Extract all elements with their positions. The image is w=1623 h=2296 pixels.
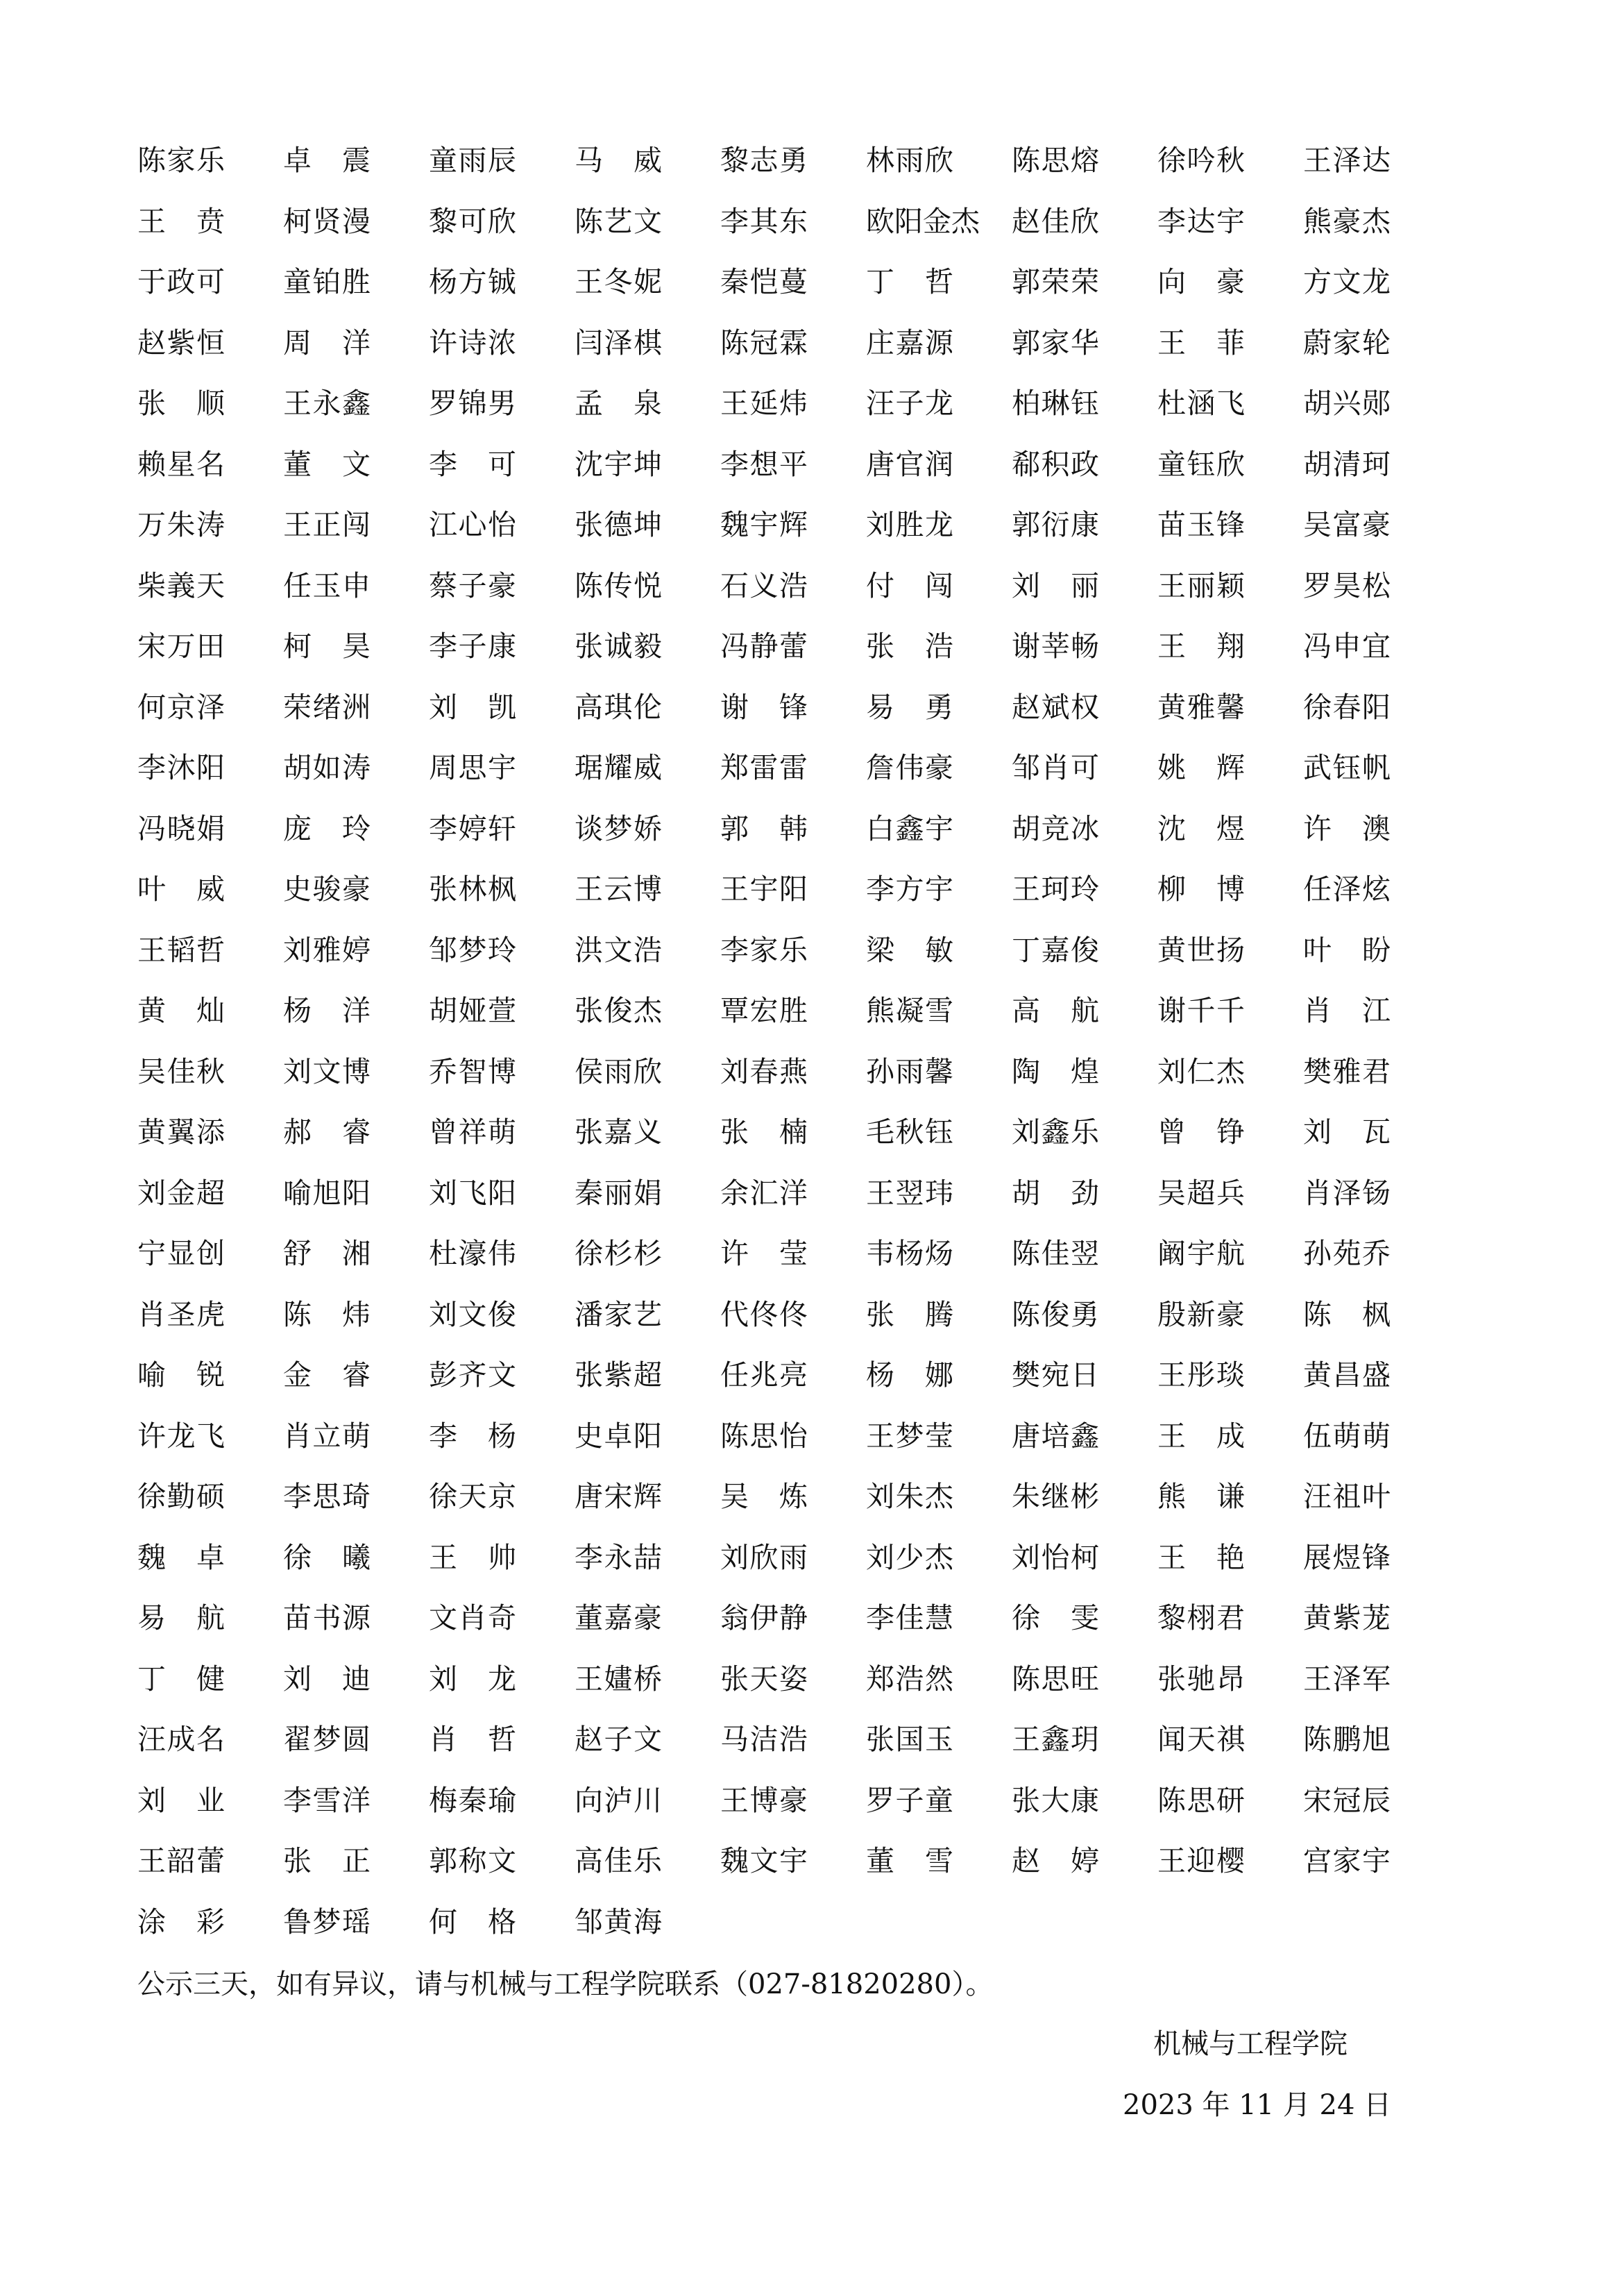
name-entry: 任泽炫 <box>1303 872 1391 906</box>
name-entry: 冯申宜 <box>1303 630 1391 663</box>
name-entry: 涂 彩 <box>137 1905 225 1939</box>
name-entry: 宋冠辰 <box>1303 1783 1391 1817</box>
name-entry: 赖星名 <box>137 447 225 481</box>
name-entry: 马洁浩 <box>720 1723 808 1756</box>
name-entry: 庄嘉源 <box>866 326 953 360</box>
name-entry: 刘文俊 <box>429 1297 516 1331</box>
name-entry: 黎栩君 <box>1157 1601 1245 1635</box>
name-entry: 郭衍康 <box>1012 508 1099 541</box>
name-entry: 张 顺 <box>137 387 225 420</box>
name-entry: 张诚毅 <box>575 630 662 663</box>
name-entry: 吴佳秋 <box>137 1054 225 1088</box>
name-entry: 江心怡 <box>429 508 516 541</box>
name-entry: 李 可 <box>429 447 516 481</box>
name-entry: 宋万田 <box>137 630 225 663</box>
name-entry: 高琪伦 <box>575 690 662 724</box>
name-entry: 刘 龙 <box>429 1662 516 1696</box>
name-entry: 徐杉杉 <box>575 1237 662 1270</box>
name-entry: 柏琳钰 <box>1012 387 1099 420</box>
name-entry: 郭 韩 <box>720 811 808 845</box>
name-entry: 王云博 <box>575 872 662 906</box>
name-entry: 秦恺蔓 <box>720 265 808 298</box>
name-entry: 闫泽棋 <box>575 326 662 360</box>
name-entry: 洪文浩 <box>575 933 662 967</box>
name-entry: 徐春阳 <box>1303 690 1391 724</box>
name-entry: 吴超兵 <box>1157 1176 1245 1210</box>
name-entry: 刘飞阳 <box>429 1176 516 1210</box>
name-entry: 白鑫宇 <box>866 811 953 845</box>
name-entry: 肖圣虎 <box>137 1297 225 1331</box>
name-entry: 罗子童 <box>866 1783 953 1817</box>
name-entry: 张德坤 <box>575 508 662 541</box>
name-entry: 胡如涛 <box>283 751 371 784</box>
name-entry: 赵子文 <box>575 1723 662 1756</box>
name-entry: 任兆亮 <box>720 1358 808 1392</box>
name-entry: 陈思熔 <box>1012 144 1099 177</box>
name-entry: 肖 哲 <box>429 1723 516 1756</box>
name-entry: 易 勇 <box>866 690 953 724</box>
name-entry: 陈思研 <box>1157 1783 1245 1817</box>
name-entry: 舒 湘 <box>283 1237 371 1270</box>
name-entry: 刘少杰 <box>866 1540 953 1574</box>
name-entry: 高佳乐 <box>575 1844 662 1877</box>
name-entry: 秦丽娟 <box>575 1176 662 1210</box>
name-entry: 陈俊勇 <box>1012 1297 1099 1331</box>
name-entry: 高 航 <box>1012 994 1099 1027</box>
name-entry: 郝 睿 <box>283 1115 371 1149</box>
name-entry: 王丽颖 <box>1157 568 1245 602</box>
name-entry: 李其东 <box>720 204 808 238</box>
name-entry: 柯 昊 <box>283 630 371 663</box>
name-entry: 李雪洋 <box>283 1783 371 1817</box>
name-entry: 罗昊松 <box>1303 568 1391 602</box>
name-entry: 魏 卓 <box>137 1540 225 1574</box>
name-entry: 樊宛日 <box>1012 1358 1099 1392</box>
name-entry: 翁伊静 <box>720 1601 808 1635</box>
name-entry: 代佟佟 <box>720 1297 808 1331</box>
name-entry: 李婷轩 <box>429 811 516 845</box>
name-entry: 万朱涛 <box>137 508 225 541</box>
name-entry: 杜涵飞 <box>1157 387 1245 420</box>
name-entry: 乔智博 <box>429 1054 516 1088</box>
name-entry: 付 闯 <box>866 568 953 602</box>
name-entry: 张林枫 <box>429 872 516 906</box>
name-entry: 张天姿 <box>720 1662 808 1696</box>
name-entry: 向 豪 <box>1157 265 1245 298</box>
name-entry: 李想平 <box>720 447 808 481</box>
name-entry: 殷新豪 <box>1157 1297 1245 1331</box>
name-entry: 于政可 <box>137 265 225 298</box>
name-entry: 陈思怡 <box>720 1419 808 1453</box>
name-entry: 曾祥萌 <box>429 1115 516 1149</box>
name-entry: 陈冠霖 <box>720 326 808 360</box>
name-entry: 刘春燕 <box>720 1054 808 1088</box>
name-entry: 何京泽 <box>137 690 225 724</box>
name-entry: 杨方铖 <box>429 265 516 298</box>
name-entry: 金 睿 <box>283 1358 371 1392</box>
name-entry: 卓 震 <box>283 144 371 177</box>
name-entry: 徐 雯 <box>1012 1601 1099 1635</box>
name-entry: 琚耀威 <box>575 751 662 784</box>
name-entry: 刘 迪 <box>283 1662 371 1696</box>
name-entry: 童雨辰 <box>429 144 516 177</box>
name-entry: 覃宏胜 <box>720 994 808 1027</box>
name-entry: 刘文博 <box>283 1054 371 1088</box>
name-entry: 李方宇 <box>866 872 953 906</box>
name-entry: 刘 瓦 <box>1303 1115 1391 1149</box>
name-entry: 王鑫玥 <box>1012 1723 1099 1756</box>
name-entry: 姚 辉 <box>1157 751 1245 784</box>
name-entry: 文肖奇 <box>429 1601 516 1635</box>
name-entry: 谢莘畅 <box>1012 630 1099 663</box>
name-entry: 孟 泉 <box>575 387 662 420</box>
name-entry: 汪子龙 <box>866 387 953 420</box>
name-entry: 张 正 <box>283 1844 371 1877</box>
name-entry: 展煜锋 <box>1303 1540 1391 1574</box>
name-entry: 肖立萌 <box>283 1419 371 1453</box>
name-entry: 王迎樱 <box>1157 1844 1245 1877</box>
issue-date: 2023 年 11 月 24 日 <box>1123 2089 1392 2121</box>
name-entry: 叶 盼 <box>1303 933 1391 967</box>
name-entry: 曾 铮 <box>1157 1115 1245 1149</box>
name-entry: 沈 煜 <box>1157 811 1245 845</box>
name-entry: 余汇洋 <box>720 1176 808 1210</box>
name-entry: 王 菲 <box>1157 326 1245 360</box>
name-entry: 谢 锋 <box>720 690 808 724</box>
name-entry: 苗玉锋 <box>1157 508 1245 541</box>
name-entry: 王延炜 <box>720 387 808 420</box>
name-entry: 叶 威 <box>137 872 225 906</box>
name-entry: 李佳慧 <box>866 1601 953 1635</box>
name-entry: 赵佳欣 <box>1012 204 1099 238</box>
name-entry: 阚宇航 <box>1157 1237 1245 1270</box>
name-entry: 翟梦圆 <box>283 1723 371 1756</box>
name-entry: 詹伟豪 <box>866 751 953 784</box>
name-entry: 郗积政 <box>1012 447 1099 481</box>
name-entry: 许诗浓 <box>429 326 516 360</box>
name-entry: 张国玉 <box>866 1723 953 1756</box>
name-entry: 刘怡柯 <box>1012 1540 1099 1574</box>
name-entry: 王 艳 <box>1157 1540 1245 1574</box>
name-entry: 史骏豪 <box>283 872 371 906</box>
name-entry: 周 洋 <box>283 326 371 360</box>
name-entry: 王彤琰 <box>1157 1358 1245 1392</box>
name-entry: 唐官润 <box>866 447 953 481</box>
name-entry: 郭荣荣 <box>1012 265 1099 298</box>
name-entry: 吴富豪 <box>1303 508 1391 541</box>
name-entry: 徐吟秋 <box>1157 144 1245 177</box>
name-entry: 陈家乐 <box>137 144 225 177</box>
name-entry: 李沐阳 <box>137 751 225 784</box>
name-entry: 张 浩 <box>866 630 953 663</box>
name-entry: 孙雨馨 <box>866 1054 953 1088</box>
name-entry: 罗锦男 <box>429 387 516 420</box>
name-entry: 王 贲 <box>137 204 225 238</box>
name-entry: 李 杨 <box>429 1419 516 1453</box>
name-entry: 童铂胜 <box>283 265 371 298</box>
name-entry: 徐天京 <box>429 1480 516 1513</box>
name-entry: 黄翼添 <box>137 1115 225 1149</box>
name-entry: 胡兴郧 <box>1303 387 1391 420</box>
name-entry: 林雨欣 <box>866 144 953 177</box>
name-entry: 柯贤漫 <box>283 204 371 238</box>
name-entry: 王韬哲 <box>137 933 225 967</box>
name-entry: 蔡子豪 <box>429 568 516 602</box>
name-entry: 杨 洋 <box>283 994 371 1027</box>
name-entry: 王珂玲 <box>1012 872 1099 906</box>
name-entry: 杨 娜 <box>866 1358 953 1392</box>
name-entry: 郑雷雷 <box>720 751 808 784</box>
name-entry: 熊 谦 <box>1157 1480 1245 1513</box>
name-entry: 魏宇辉 <box>720 508 808 541</box>
name-entry: 黄 灿 <box>137 994 225 1027</box>
name-entry: 王嫿桥 <box>575 1662 662 1696</box>
name-entry: 苗书源 <box>283 1601 371 1635</box>
name-entry: 张 楠 <box>720 1115 808 1149</box>
name-entry: 刘胜龙 <box>866 508 953 541</box>
name-entry: 郭家华 <box>1012 326 1099 360</box>
name-entry: 王 翔 <box>1157 630 1245 663</box>
name-entry: 梁 敏 <box>866 933 953 967</box>
name-entry: 荣绪洲 <box>283 690 371 724</box>
name-entry: 何 格 <box>429 1905 516 1939</box>
name-entry: 柳 博 <box>1157 872 1245 906</box>
name-entry: 周思宇 <box>429 751 516 784</box>
name-entry: 唐宋辉 <box>575 1480 662 1513</box>
name-entry: 李思琦 <box>283 1480 371 1513</box>
name-entry: 刘鑫乐 <box>1012 1115 1099 1149</box>
name-entry: 黎志勇 <box>720 144 808 177</box>
name-entry: 李永喆 <box>575 1540 662 1574</box>
name-entry: 王 帅 <box>429 1540 516 1574</box>
name-entry: 汪祖叶 <box>1303 1480 1391 1513</box>
name-entry: 潘家艺 <box>575 1297 662 1331</box>
name-entry: 冯静蕾 <box>720 630 808 663</box>
name-entry: 蔚家轮 <box>1303 326 1391 360</box>
name-entry: 张大康 <box>1012 1783 1099 1817</box>
name-entry: 鲁梦瑶 <box>283 1905 371 1939</box>
name-entry: 沈宇坤 <box>575 447 662 481</box>
name-entry: 宫家宇 <box>1303 1844 1391 1877</box>
name-entry: 王泽达 <box>1303 144 1391 177</box>
name-entry: 王正闯 <box>283 508 371 541</box>
name-entry: 徐勤硕 <box>137 1480 225 1513</box>
name-entry: 欧阳金杰 <box>866 204 980 238</box>
name-list <box>137 143 1449 1965</box>
name-entry: 樊雅君 <box>1303 1054 1391 1088</box>
name-entry: 庞 玲 <box>283 811 371 845</box>
name-entry: 任玉申 <box>283 568 371 602</box>
name-entry: 武钰帆 <box>1303 751 1391 784</box>
name-entry: 梅秦瑜 <box>429 1783 516 1817</box>
name-entry: 陶 煌 <box>1012 1054 1099 1088</box>
name-entry: 胡 劲 <box>1012 1176 1099 1210</box>
name-entry: 陈 炜 <box>283 1297 371 1331</box>
name-entry: 郭称文 <box>429 1844 516 1877</box>
name-entry: 黄雅馨 <box>1157 690 1245 724</box>
name-entry: 陈思旺 <box>1012 1662 1099 1696</box>
name-entry: 魏文宇 <box>720 1844 808 1877</box>
name-entry: 唐培鑫 <box>1012 1419 1099 1453</box>
name-entry: 刘金超 <box>137 1176 225 1210</box>
name-entry: 张嘉义 <box>575 1115 662 1149</box>
name-entry: 喻旭阳 <box>283 1176 371 1210</box>
name-entry: 童钰欣 <box>1157 447 1245 481</box>
name-entry: 许 莹 <box>720 1237 808 1270</box>
name-entry: 刘仁杰 <box>1157 1054 1245 1088</box>
name-entry: 张 腾 <box>866 1297 953 1331</box>
name-entry: 刘 业 <box>137 1783 225 1817</box>
name-entry: 丁 健 <box>137 1662 225 1696</box>
name-entry: 谈梦娇 <box>575 811 662 845</box>
name-entry: 肖泽钖 <box>1303 1176 1391 1210</box>
name-entry: 吴 炼 <box>720 1480 808 1513</box>
name-entry: 张紫超 <box>575 1358 662 1392</box>
name-entry: 王泽军 <box>1303 1662 1391 1696</box>
name-entry: 史卓阳 <box>575 1419 662 1453</box>
name-entry: 向泸川 <box>575 1783 662 1817</box>
name-entry: 闻天祺 <box>1157 1723 1245 1756</box>
name-entry: 谢千千 <box>1157 994 1245 1027</box>
name-entry: 李子康 <box>429 630 516 663</box>
name-entry: 陈佳翌 <box>1012 1237 1099 1270</box>
name-entry: 刘欣雨 <box>720 1540 808 1574</box>
name-entry: 刘 丽 <box>1012 568 1099 602</box>
name-entry: 王翌玮 <box>866 1176 953 1210</box>
name-entry: 刘朱杰 <box>866 1480 953 1513</box>
name-entry: 王韶蕾 <box>137 1844 225 1877</box>
name-entry: 张驰昂 <box>1157 1662 1245 1696</box>
name-entry: 黎可欣 <box>429 204 516 238</box>
name-entry: 韦杨炀 <box>866 1237 953 1270</box>
name-entry: 杜濠伟 <box>429 1237 516 1270</box>
name-entry: 熊凝雪 <box>866 994 953 1027</box>
name-entry: 张俊杰 <box>575 994 662 1027</box>
name-entry: 陈艺文 <box>575 204 662 238</box>
name-entry: 侯雨欣 <box>575 1054 662 1088</box>
name-entry: 董 雪 <box>866 1844 953 1877</box>
name-entry: 刘 凯 <box>429 690 516 724</box>
name-entry: 王博豪 <box>720 1783 808 1817</box>
name-entry: 王宇阳 <box>720 872 808 906</box>
name-entry: 丁嘉俊 <box>1012 933 1099 967</box>
name-entry: 王冬妮 <box>575 265 662 298</box>
name-entry: 彭齐文 <box>429 1358 516 1392</box>
name-entry: 方文龙 <box>1303 265 1391 298</box>
notice-text: 公示三天，如有异议，请与机械与工程学院联系（027-81820280）。 <box>137 1968 994 2000</box>
name-entry: 石义浩 <box>720 568 808 602</box>
name-entry: 宁显创 <box>137 1237 225 1270</box>
name-entry: 毛秋钰 <box>866 1115 953 1149</box>
name-entry: 黄世扬 <box>1157 933 1245 967</box>
name-entry: 刘雅婷 <box>283 933 371 967</box>
name-entry: 朱继彬 <box>1012 1480 1099 1513</box>
name-entry: 邹梦玲 <box>429 933 516 967</box>
name-entry: 胡清珂 <box>1303 447 1391 481</box>
name-entry: 易 航 <box>137 1601 225 1635</box>
name-entry: 邹肖可 <box>1012 751 1099 784</box>
name-entry: 郑浩然 <box>866 1662 953 1696</box>
name-entry: 汪成名 <box>137 1723 225 1756</box>
name-entry: 胡竞冰 <box>1012 811 1099 845</box>
name-entry: 邹黄海 <box>575 1905 662 1939</box>
name-entry: 伍萌萌 <box>1303 1419 1391 1453</box>
name-entry: 黄昌盛 <box>1303 1358 1391 1392</box>
name-entry: 赵 婷 <box>1012 1844 1099 1877</box>
name-entry: 冯晓娟 <box>137 811 225 845</box>
name-entry: 喻 锐 <box>137 1358 225 1392</box>
name-entry: 柴義天 <box>137 568 225 602</box>
name-entry: 孙苑乔 <box>1303 1237 1391 1270</box>
name-entry: 董嘉豪 <box>575 1601 662 1635</box>
name-entry: 王 成 <box>1157 1419 1245 1453</box>
name-entry: 李家乐 <box>720 933 808 967</box>
name-entry: 许龙飞 <box>137 1419 225 1453</box>
name-entry: 赵斌权 <box>1012 690 1099 724</box>
name-entry: 马 威 <box>575 144 662 177</box>
issuer-name: 机械与工程学院 <box>1153 2028 1348 2060</box>
name-entry: 王永鑫 <box>283 387 371 420</box>
name-entry: 熊豪杰 <box>1303 204 1391 238</box>
name-entry: 黄紫茏 <box>1303 1601 1391 1635</box>
name-entry: 丁 哲 <box>866 265 953 298</box>
name-entry: 徐 曦 <box>283 1540 371 1574</box>
name-entry: 陈 枫 <box>1303 1297 1391 1331</box>
name-entry: 王梦莹 <box>866 1419 953 1453</box>
name-entry: 许 澳 <box>1303 811 1391 845</box>
name-entry: 赵紫恒 <box>137 326 225 360</box>
name-entry: 胡娅萱 <box>429 994 516 1027</box>
name-entry: 陈鹏旭 <box>1303 1723 1391 1756</box>
name-entry: 董 文 <box>283 447 371 481</box>
name-entry: 李达宇 <box>1157 204 1245 238</box>
name-entry: 陈传悦 <box>575 568 662 602</box>
name-entry: 肖 江 <box>1303 994 1391 1027</box>
